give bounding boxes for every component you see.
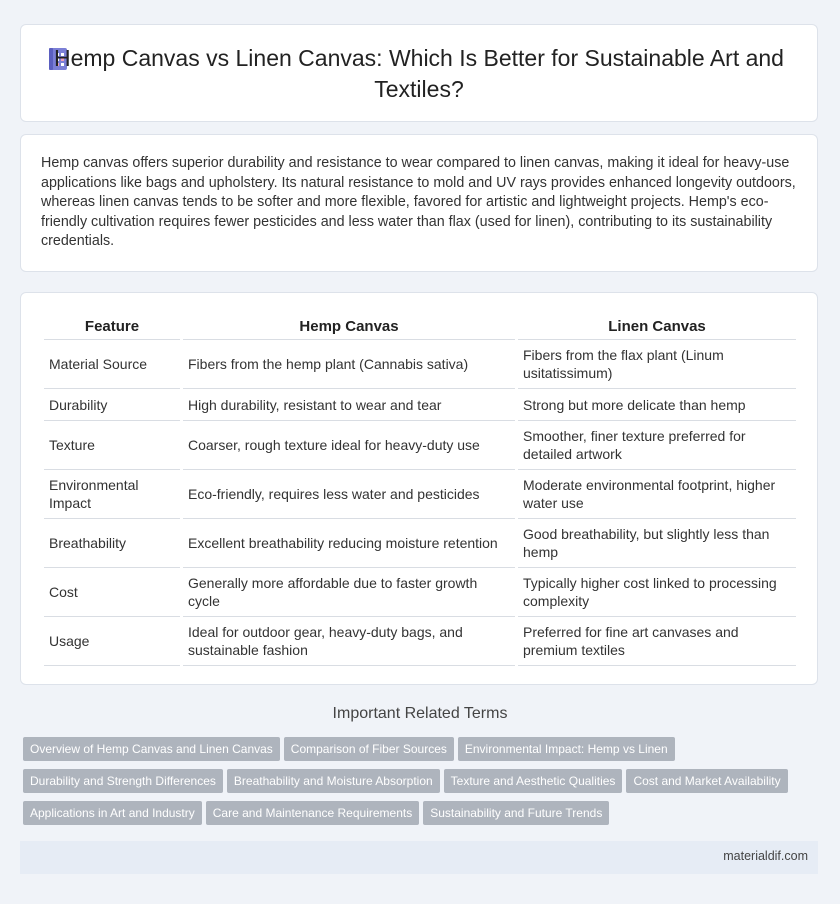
related-term-tag[interactable]: Texture and Aesthetic Qualities xyxy=(444,769,623,793)
table-cell-hemp: High durability, resistant to wear and tear xyxy=(183,389,515,421)
related-terms-heading: Important Related Terms xyxy=(332,705,508,722)
summary-card xyxy=(20,134,818,272)
table-cell-linen: Smoother, finer texture preferred for detailed artwork xyxy=(518,421,796,470)
table-cell-hemp: Excellent breathability reducing moisture retention xyxy=(183,519,515,568)
table-cell-feature: Cost xyxy=(44,568,180,617)
footer-site-link[interactable]: materialdif.com xyxy=(723,849,808,863)
comparison-table xyxy=(41,307,799,666)
table-cell-linen: Typically higher cost linked to processing complexity xyxy=(518,568,796,617)
title-card xyxy=(20,24,818,122)
footer xyxy=(20,841,818,874)
table-row xyxy=(44,568,796,617)
table-cell-feature: Environmental Impact xyxy=(44,470,180,519)
header-feature: Feature xyxy=(44,307,180,340)
table-cell-hemp: Generally more affordable due to faster growth cycle xyxy=(183,568,515,617)
header-linen-canvas: Linen Canvas xyxy=(518,307,796,340)
header-hemp-canvas: Hemp Canvas xyxy=(183,307,515,340)
table-cell-linen: Preferred for fine art canvases and premium textiles xyxy=(518,617,796,666)
summary-text: Hemp canvas offers superior durability and resistance to wear compared to linen canvas, making it ideal for heavy-use applications like bags and upholstery. Its natural resistance to mold and UV rays provides enhanced longevity outdoors, whereas linen canvas tends to be softer and more flexible, favored for artistic and lightweight projects. Hemp's eco-friendly cultivation requires fewer pesticides and less water than flax (used for linen), contributing to its sustainability credentials. xyxy=(41,155,796,249)
table-cell-linen: Moderate environmental footprint, higher water use xyxy=(518,470,796,519)
table-cell-feature: Texture xyxy=(44,421,180,470)
related-term-tag[interactable]: Care and Maintenance Requirements xyxy=(206,801,419,825)
related-term-tag[interactable]: Overview of Hemp Canvas and Linen Canvas xyxy=(23,737,280,761)
table-cell-linen: Good breathability, but slightly less than hemp xyxy=(518,519,796,568)
table-cell-linen: Strong but more delicate than hemp xyxy=(518,389,796,421)
related-term-tag[interactable]: Sustainability and Future Trends xyxy=(423,801,609,825)
related-term-tag[interactable]: Environmental Impact: Hemp vs Linen xyxy=(458,737,675,761)
related-term-tag[interactable]: Comparison of Fiber Sources xyxy=(284,737,454,761)
table-row xyxy=(44,470,796,519)
table-row xyxy=(44,519,796,568)
table-cell-feature: Breathability xyxy=(44,519,180,568)
related-term-tag[interactable]: Cost and Market Availability xyxy=(626,769,787,793)
table-cell-feature: Usage xyxy=(44,617,180,666)
table-row xyxy=(44,389,796,421)
table-cell-feature: Material Source xyxy=(44,340,180,389)
page-title: Hemp Canvas vs Linen Canvas: Which Is Better for Sustainable Art and Textiles? xyxy=(54,45,784,102)
related-terms-list xyxy=(23,737,823,833)
table-cell-hemp: Ideal for outdoor gear, heavy-duty bags, and sustainable fashion xyxy=(183,617,515,666)
table-cell-linen: Fibers from the flax plant (Linum usitatissimum) xyxy=(518,340,796,389)
table-header-row xyxy=(44,307,796,340)
related-term-tag[interactable]: Durability and Strength Differences xyxy=(23,769,223,793)
table-row xyxy=(44,421,796,470)
comparison-table-card xyxy=(20,292,818,685)
table-row xyxy=(44,617,796,666)
table-cell-hemp: Coarser, rough texture ideal for heavy-duty use xyxy=(183,421,515,470)
table-cell-hemp: Eco-friendly, requires less water and pesticides xyxy=(183,470,515,519)
related-term-tag[interactable]: Breathability and Moisture Absorption xyxy=(227,769,440,793)
related-term-tag[interactable]: Applications in Art and Industry xyxy=(23,801,202,825)
table-cell-feature: Durability xyxy=(44,389,180,421)
table-row xyxy=(44,340,796,389)
table-cell-hemp: Fibers from the hemp plant (Cannabis sativa) xyxy=(183,340,515,389)
